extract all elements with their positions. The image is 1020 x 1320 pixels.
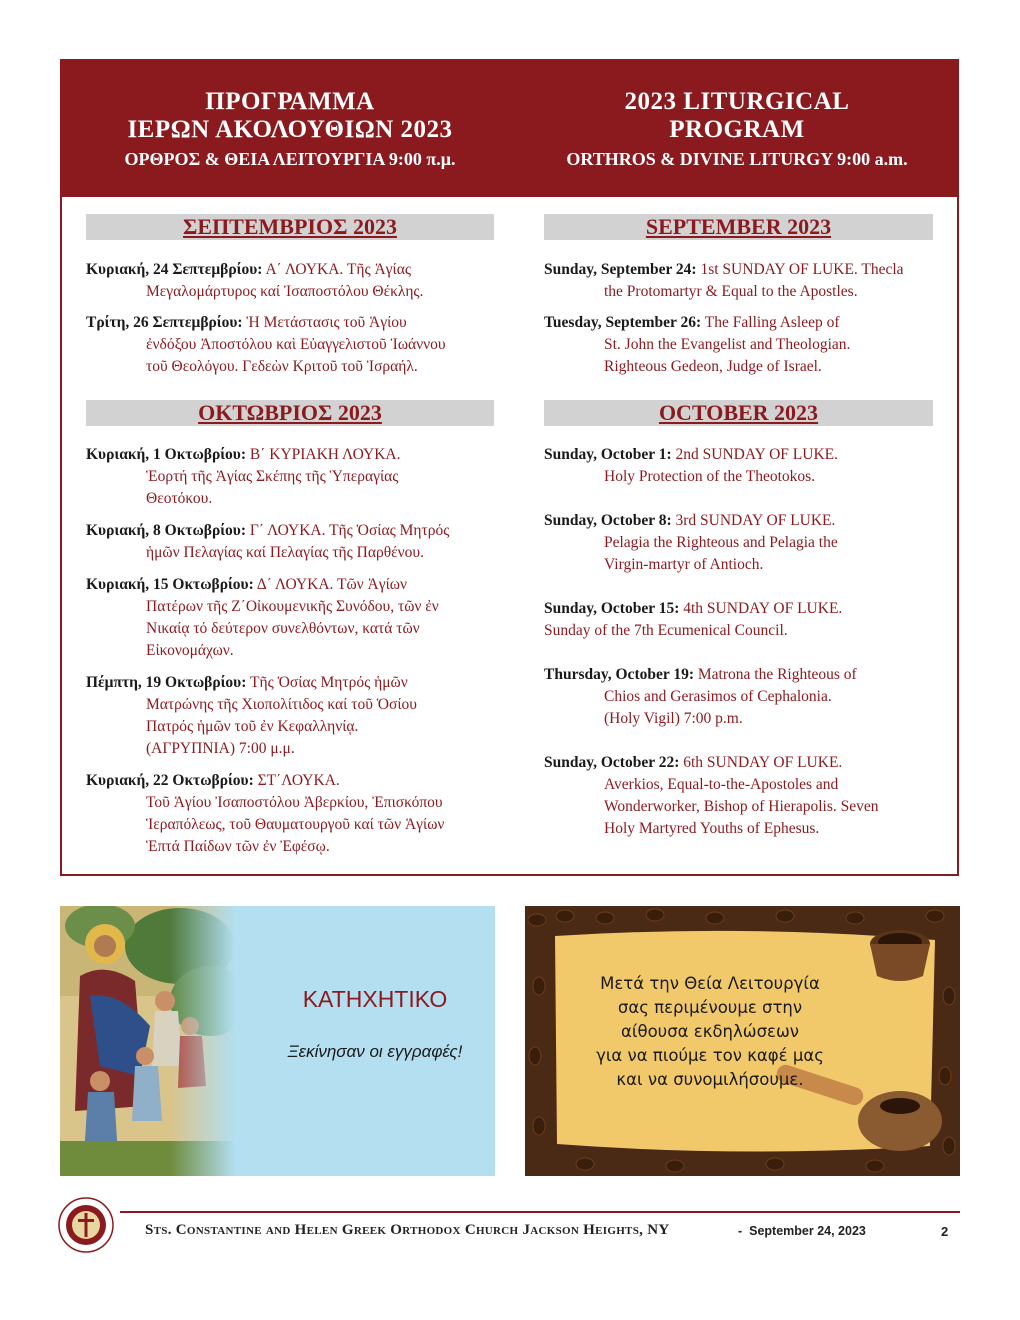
- event-date: Sunday, October 1:: [544, 446, 672, 463]
- event-date: Πέμπτη, 19 Οκτωβρίου:: [86, 674, 247, 691]
- event-line: Righteous Gedeon, Judge of Israel.: [604, 358, 822, 375]
- banner-greek: [70, 88, 510, 172]
- banner-english-line2: PROGRAM: [669, 116, 805, 143]
- event-line: Μεγαλομάρτυρος καί Ἰσαποστόλου Θέκλης.: [146, 283, 424, 300]
- english-event: [544, 312, 850, 378]
- event-line: Pelagia the Righteous and Pelagia the: [604, 534, 838, 551]
- english-event: [544, 664, 857, 730]
- greek-event: [86, 574, 439, 662]
- greek-october-header: ΟΚΤΩΒΡΙΟΣ 2023: [86, 400, 494, 426]
- event-date: Tuesday, September 26:: [544, 314, 702, 331]
- catechism-subtitle: Ξεκίνησαν οι εγγραφές!: [287, 1042, 463, 1061]
- english-event: [544, 752, 879, 840]
- event-title: 4th SUNDAY OF LUKE.: [683, 600, 843, 617]
- english-october-header: OCTOBER 2023: [544, 400, 933, 426]
- event-line: Ματρώνης τῆς Χιοπολίτιδος καί τοῦ Ὁσίου: [146, 696, 417, 713]
- event-line: Πατρός ἡμῶν τοῦ ἐν Κεφαλληνίᾳ.: [146, 718, 359, 735]
- banner-greek-line3: ΟΡΘΡΟΣ & ΘΕΙΑ ΛΕΙΤΟΥΡΓΙΑ 9:00 π.μ.: [124, 149, 456, 169]
- catechism-promo: [60, 906, 495, 1176]
- event-title: Β΄ ΚΥΡΙΑΚΗ ΛΟΥΚΑ.: [249, 446, 401, 463]
- coffee-line: και να συνομιλήσουμε.: [616, 1070, 804, 1089]
- footer-rule: [120, 1211, 960, 1213]
- english-event: [544, 510, 838, 576]
- event-line: Ἑπτά Παίδων τῶν ἐν Ἐφέσῳ.: [146, 838, 330, 855]
- event-line: Wonderworker, Bishop of Hierapolis. Seven: [604, 798, 879, 815]
- english-event: [544, 598, 842, 642]
- event-line: Virgin-martyr of Antioch.: [604, 556, 764, 573]
- greek-september-header: ΣΕΠΤΕΜΒΡΙΟΣ 2023: [86, 214, 494, 240]
- event-line: (ΑΓΡΥΠΝΙΑ) 7:00 μ.μ.: [146, 740, 295, 757]
- program-banner: [62, 61, 957, 197]
- event-date: Sunday, October 8:: [544, 512, 672, 529]
- event-line: St. John the Evangelist and Theologian.: [604, 336, 851, 353]
- event-line: Τοῦ Ἁγίου Ἰσαποστόλου Ἀβερκίου, Ἐπισκόπου: [146, 794, 443, 811]
- event-line: Ἱεραπόλεως, τοῦ Θαυματουργοῦ καί τῶν Ἁγίων: [146, 816, 445, 833]
- banner-greek-line2: ΙΕΡΩΝ ΑΚΟΛΟΥΘΙΩΝ 2023: [127, 116, 453, 143]
- event-title: Ἡ Μετάστασις τοῦ Ἁγίου: [246, 314, 407, 331]
- banner-english-line1: 2023 LITURGICAL: [624, 88, 850, 115]
- event-line: Holy Protection of the Theotokos.: [604, 468, 816, 485]
- event-title: Τῆς Ὁσίας Μητρός ἡμῶν: [250, 674, 408, 691]
- footer-church-name: Sts. Constantine and Helen Greek Orthodox Church Jackson Heights, NY: [145, 1222, 670, 1238]
- event-date: Τρίτη, 26 Σεπτεμβρίου:: [86, 314, 243, 331]
- event-line: ἡμῶν Πελαγίας καί Πελαγίας τῆς Παρθένου.: [146, 544, 424, 561]
- christ-with-children-icon: [60, 906, 235, 1176]
- english-september-header: SEPTEMBER 2023: [544, 214, 933, 240]
- event-line: Chios and Gerasimos of Cephalonia.: [604, 688, 832, 705]
- coffee-line: σας περιμένουμε στην: [617, 998, 803, 1017]
- page-number: 2: [941, 1224, 949, 1239]
- event-line: Νικαίᾳ τό δεύτερον συνελθόντων, κατά τῶν: [146, 620, 420, 637]
- event-date: Sunday, October 22:: [544, 754, 680, 771]
- banner-english-line3: ORTHROS & DIVINE LITURGY 9:00 a.m.: [566, 149, 908, 169]
- event-date: Κυριακή, 1 Οκτωβρίου:: [86, 446, 246, 463]
- footer-separator: -: [738, 1224, 743, 1238]
- church-seal-icon: [58, 1197, 114, 1253]
- english-event: [544, 444, 838, 488]
- event-line: the Protomartyr & Equal to the Apostles.: [604, 283, 858, 300]
- event-line: ἐνδόξου Ἀποστόλου καὶ Εὐαγγελιστοῦ Ἰωάννου: [146, 336, 446, 353]
- coffee-line: αίθουσα εκδηλώσεων: [621, 1022, 799, 1041]
- greek-event: [86, 444, 401, 510]
- event-line: Ἑορτή τῆς Ἁγίας Σκέπης τῆς Ὑπεραγίας: [146, 468, 399, 485]
- event-date: Κυριακή, 15 Οκτωβρίου:: [86, 576, 254, 593]
- event-date: Κυριακή, 24 Σεπτεμβρίου:: [86, 261, 263, 278]
- catechism-title: ΚΑΤΗΧΗΤΙΚΟ: [302, 986, 448, 1012]
- event-line: Πατέρων τῆς Ζ΄Οἰκουμενικῆς Συνόδου, τῶν ἐν: [146, 598, 439, 615]
- greek-event: [86, 672, 417, 760]
- event-date: Κυριακή, 8 Οκτωβρίου:: [86, 522, 246, 539]
- event-line: Sunday of the 7th Ecumenical Council.: [544, 622, 788, 639]
- event-title: The Falling Asleep of: [704, 314, 840, 331]
- event-date: Κυριακή, 22 Οκτωβρίου:: [86, 772, 254, 789]
- event-date: Sunday, October 15:: [544, 600, 680, 617]
- coffee-line: Μετά την Θεία Λειτουργία: [600, 974, 820, 993]
- banner-english: [517, 88, 957, 172]
- event-title: Δ΄ ΛΟΥΚΑ. Τῶν Ἁγίων: [256, 576, 407, 593]
- event-title: Α΄ ΛΟΥΚΑ. Τῆς Ἁγίας: [265, 261, 411, 278]
- greek-event: [86, 770, 444, 858]
- event-date: Thursday, October 19:: [544, 666, 694, 683]
- event-date: Sunday, September 24:: [544, 261, 697, 278]
- greek-event: [86, 312, 446, 378]
- event-title: 6th SUNDAY OF LUKE.: [683, 754, 843, 771]
- coffee-line: για να πιούμε τον καφέ μας: [596, 1046, 824, 1065]
- event-line: Averkios, Equal-to-the-Apostoles and: [604, 776, 839, 793]
- footer-date: [738, 1224, 866, 1238]
- event-title: ΣΤ΄ΛΟΥΚΑ.: [257, 772, 340, 789]
- event-line: τοῦ Θεολόγου. Γεδεὼν Κριτοῦ τοῦ Ἰσραήλ.: [146, 358, 418, 375]
- event-title: 1st SUNDAY OF LUKE. Thecla: [700, 261, 904, 278]
- event-line: Εἰκονομάχων.: [146, 642, 234, 659]
- coffee-hour-message: [585, 972, 835, 1092]
- event-title: Matrona the Righteous of: [697, 666, 857, 683]
- event-line: Holy Martyred Youths of Ephesus.: [604, 820, 820, 837]
- english-event: [544, 259, 904, 303]
- coffee-hour-promo: [525, 906, 960, 1176]
- event-title: 2nd SUNDAY OF LUKE.: [675, 446, 838, 463]
- event-line: Θεοτόκου.: [146, 490, 213, 507]
- event-line: (Holy Vigil) 7:00 p.m.: [604, 710, 743, 727]
- event-title: 3rd SUNDAY OF LUKE.: [675, 512, 836, 529]
- banner-greek-line1: ΠΡΟΓΡΑΜΜΑ: [205, 88, 375, 115]
- greek-event: [86, 259, 423, 303]
- footer-date-text: September 24, 2023: [749, 1224, 866, 1238]
- event-title: Γ΄ ΛΟΥΚΑ. Τῆς Ὁσίας Μητρός: [249, 522, 450, 539]
- greek-event: [86, 520, 449, 564]
